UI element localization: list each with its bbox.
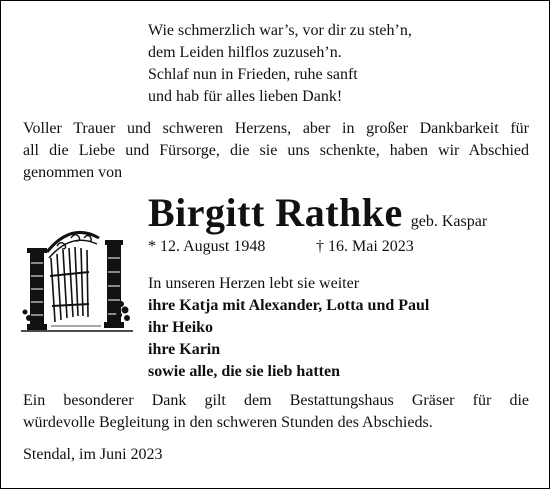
thanks-line: Ein besonderer Dank gilt dem Bestattungshaus Gräser für die [23,392,529,409]
intro-line: all die Liebe und Fürsorge, die sie uns schenkte, haben wir Abschied [23,142,529,159]
poem [148,20,412,108]
mourner-line: ihr Heiko [148,319,214,336]
life-dates [148,237,414,257]
mourners-lead: In unseren Herzen lebt sie weiter [148,275,360,292]
deceased-name-row [148,189,487,237]
thanks-line: würdevolle Begleitung in den schweren Stunden des Abschieds. [23,414,433,431]
mourner-line: ihre Karin [148,341,221,358]
intro-line: genommen von [23,164,123,181]
maiden-name: geb. Kaspar [410,213,488,230]
poem-line: und hab für alles lieben Dank! [148,88,343,105]
poem-line: dem Leiden hilflos zuzuseh’n. [148,44,342,61]
intro-text [23,118,529,184]
birth-date: * 12. August 1948 [148,238,266,255]
poem-line: Schlaf nun in Frieden, ruhe sanft [148,66,358,83]
deceased-name: Birgitt Rathke [148,190,403,235]
mourner-line: ihre Katja mit Alexander, Lotta und Paul [148,297,430,314]
mourners-list [148,273,429,383]
mourner-line: sowie alle, die sie lieb hatten [148,363,340,380]
death-date: † 16. Mai 2023 [316,238,414,255]
garden-gate-illustration [21,218,133,334]
place-date: Stendal, im Juni 2023 [23,446,163,463]
poem-line: Wie schmerzlich war’s, vor dir zu steh’n, [148,22,412,39]
thanks-text [23,390,529,434]
intro-line: Voller Trauer und schweren Herzens, aber in großer Dankbarkeit für [23,120,529,137]
